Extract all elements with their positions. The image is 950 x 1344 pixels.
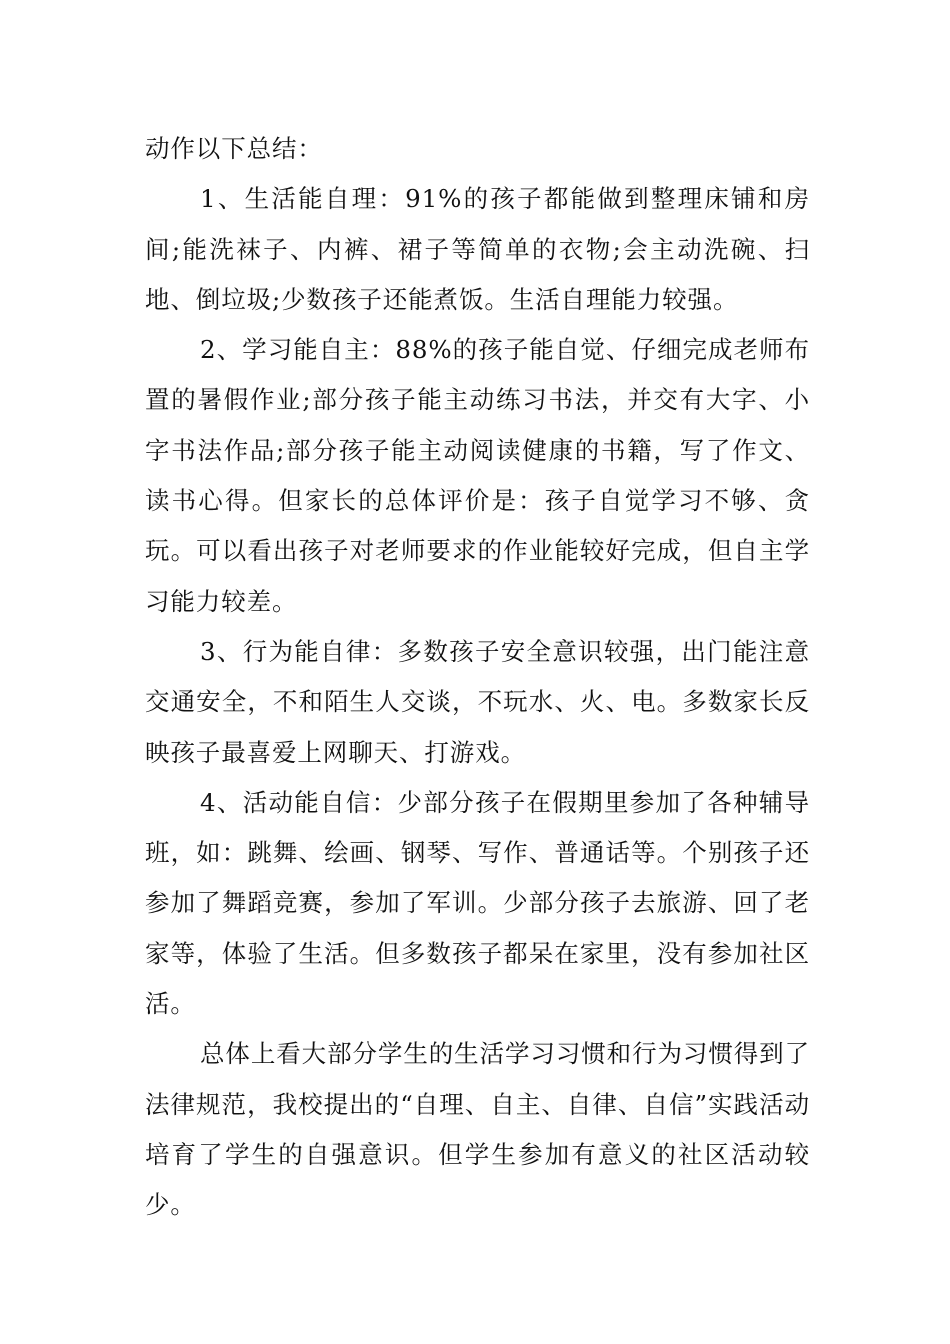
paragraph-self-study: 2、学习能自主：88%的孩子能自觉、仔细完成老师布置的暑假作业;部分孩子能主动练习书法，并交有大字、小字书法作品;部分孩子能主动阅读健康的书籍，写了作文、读书心得。但家长的总体评价是：孩子自觉学习不够、贪玩。可以看出孩子对老师要求的作业能较好完成，但自主学习能力较差。 [145, 335, 810, 616]
paragraph-self-confidence: 4、活动能自信：少部分孩子在假期里参加了各种辅导班，如：跳舞、绘画、钢琴、写作、普通话等。个别孩子还参加了舞蹈竞赛，参加了军训。少部分孩子去旅游、回了老家等，体验了生活。但多数孩子都呆在家里，没有参加社区活。 [145, 787, 810, 1019]
paragraph-self-discipline: 3、行为能自律：多数孩子安全意识较强，出门能注意交通安全，不和陌生人交谈，不玩水、火、电。多数家长反映孩子最喜爱上网聊天、打游戏。 [145, 636, 810, 767]
paragraph-self-care: 1、生活能自理：91%的孩子都能做到整理床铺和房间;能洗袜子、内裤、裙子等简单的衣物;会主动洗碗、扫地、倒垃圾;少数孩子还能煮饭。生活自理能力较强。 [145, 184, 810, 314]
paragraph-intro: 动作以下总结： [145, 134, 323, 163]
document-body [145, 124, 810, 1231]
paragraph-summary: 总体上看大部分学生的生活学习习惯和行为习惯得到了法律规范，我校提出的“自理、自主、自律、自信”实践活动培育了学生的自强意识。但学生参加有意义的社区活动较少。 [145, 1039, 810, 1220]
